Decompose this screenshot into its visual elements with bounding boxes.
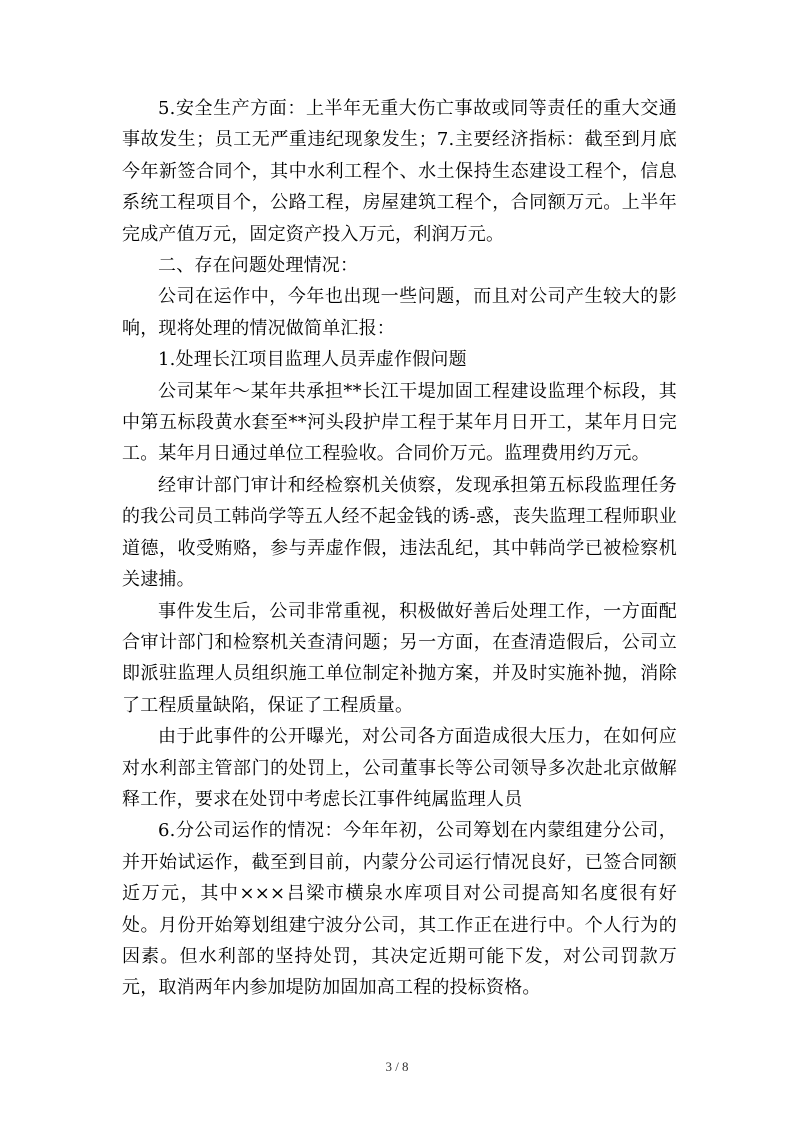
paragraph-yangtze-project: 公司某年～某年共承担**长江干堤加固工程建设监理个标段，其中第五标段黄水套至**河头段护岸工程于某年月日开工，某年月日完工。某年月日通过单位工程验收。合同价万元。监理费用约万元。 xyxy=(122,380,677,465)
paragraph-public-exposure: 由于此事件的公开曝光，对公司各方面造成很大压力，在如何应对水利部主管部门的处罚上，公司董事长等公司领导多次赴北京做解释工作，要求在处罚中考虑长江事件纯属监理人员 xyxy=(122,726,677,810)
paragraph-branch-operations: 6.分公司运作的情况：今年年初，公司筹划在内蒙组建分公司，并开始试运作，截至到目前，内蒙分公司运行情况良好，已签合同额近万元，其中×××吕梁市横泉水库项目对公司提高知名度很有好处。月份开始筹划组建宁波分公司，其工作正在进行中。个人行为的因素。但水利部的坚持处罚，其决定近期可能下发，对公司罚款万元，取消两年内参加堤防加固加高工程的投标资格。 xyxy=(122,820,677,999)
paragraph-safety-production: 5.安全生产方面：上半年无重大伤亡事故或同等责任的重大交通事故发生；员工无严重违纪现象发生；7.主要经济指标：截至到月底今年新签合同个，其中水利工程个、水土保持生态建设工程个，信息系统工程项目个，公路工程，房屋建筑工程个，合同额万元。上半年完成产值万元，固定资产投入万元，利润万元。 xyxy=(122,98,677,245)
document-body xyxy=(122,93,677,1004)
paragraph-audit-findings: 经审计部门审计和经检察机关侦察，发现承担第五标段监理任务的我公司员工韩尚学等五人经不起金钱的诱-惑，丧失监理工程师职业道德，收受贿赂，参与弄虚作假，违法乱纪，其中韩尚学已被检察机关逮捕。 xyxy=(122,474,677,591)
paragraph-problems-intro: 公司在运作中，今年也出现一些问题，而且对公司产生较大的影响，现将处理的情况做简单汇报： xyxy=(122,286,677,339)
subheading-yangtze-issue: 1.处理长江项目监理人员弄虚作假问题 xyxy=(158,349,467,371)
section-heading-problems: 二、存在问题处理情况： xyxy=(158,255,359,277)
page-number: 3 / 8 xyxy=(385,1059,409,1074)
paragraph-aftermath: 事件发生后，公司非常重视，积极做好善后处理工作，一方面配合审计部门和检察机关查清问题；另一方面，在查清造假后，公司立即派驻监理人员组织施工单位制定补抛方案，并及时实施补抛，消除了工程质量缺陷，保证了工程质量。 xyxy=(122,600,677,716)
